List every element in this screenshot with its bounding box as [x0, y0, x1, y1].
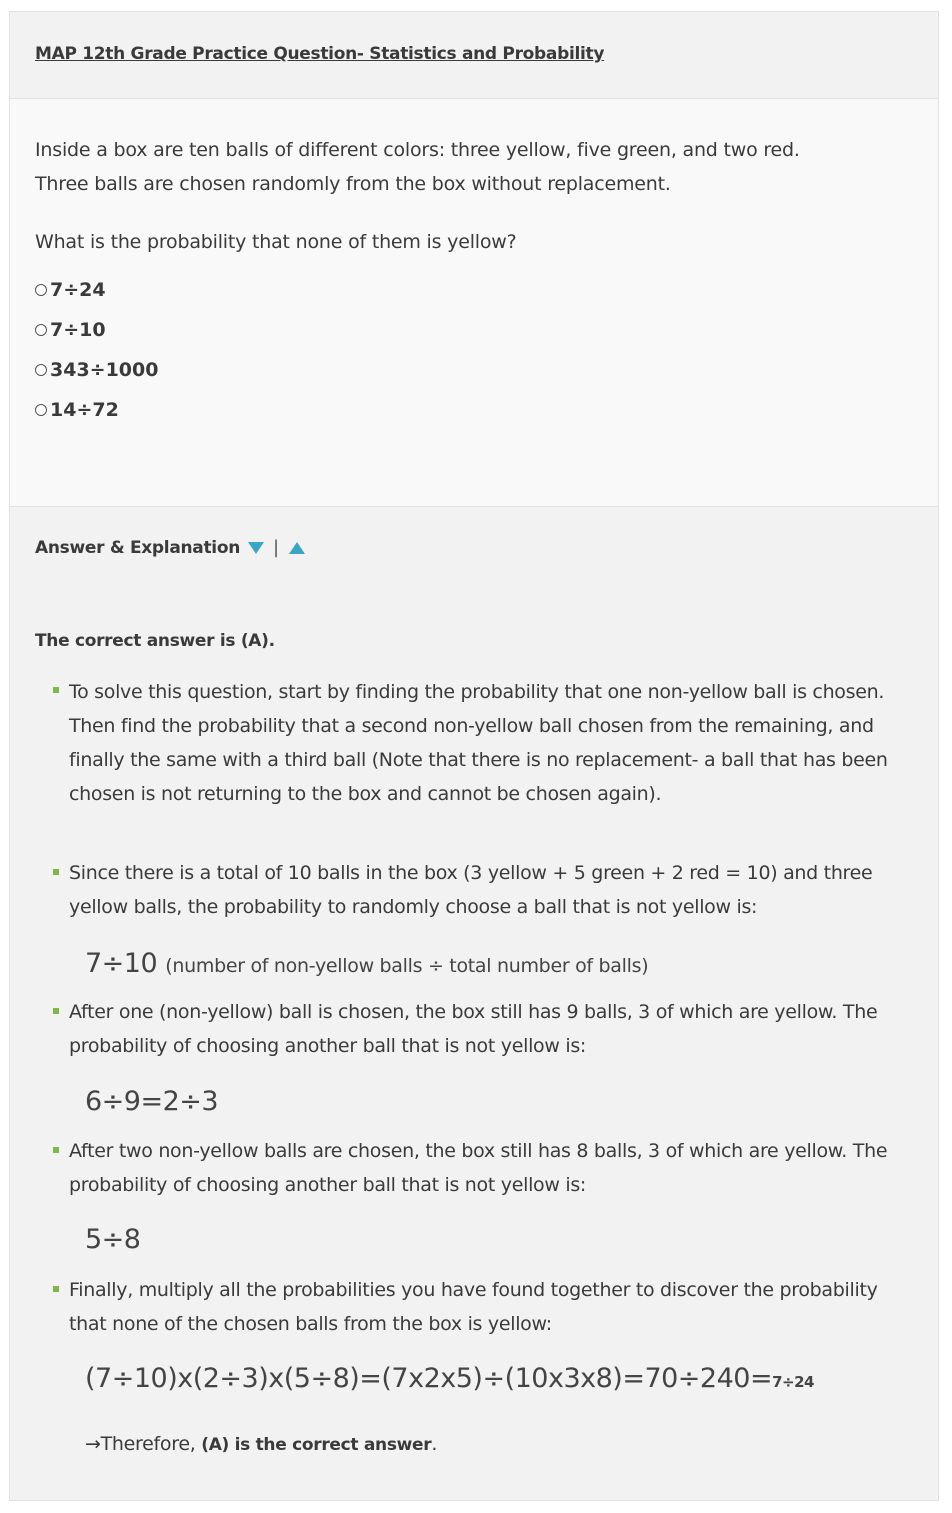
math-result: 7÷24 — [772, 1373, 814, 1391]
bullet-icon — [53, 1286, 59, 1292]
step-2-text: Since there is a total of 10 balls in the box (3 yellow + 5 green + 2 red = 10) and three yellow balls, the probability to randomly choose a ball that is not yellow is: — [69, 862, 873, 918]
bullet-icon — [53, 1147, 59, 1153]
step-1-text: To solve this question, start by finding the probability that one non-yellow ball is chosen. Then find the probability that a second non-yellow ball chosen from the remaining, and finally the same with a third ball (Note that there is no replacement- a ball that has been chosen is not returning to the box and cannot be chosen again). — [69, 681, 888, 805]
radio-button[interactable] — [35, 404, 47, 416]
math-note: (number of non-yellow balls ÷ total number of balls) — [165, 955, 649, 977]
answer-explanation-title: Answer & Explanation — [35, 537, 241, 558]
option-a[interactable] — [35, 279, 106, 301]
math-expression-2: 6÷9=2÷3 — [85, 1086, 219, 1117]
card-header — [10, 12, 938, 99]
bullet-icon — [53, 1008, 59, 1014]
bullet-icon — [53, 869, 59, 875]
question-line-1: Inside a box are ten balls of different colors: three yellow, five green, and two red. — [35, 139, 800, 161]
math-expression-1 — [85, 948, 648, 979]
radio-button[interactable] — [35, 324, 47, 336]
step-3-text: After one (non-yellow) ball is chosen, the box still has 9 balls, 3 of which are yellow. The probability of choosing another ball that is not yellow is: — [69, 1001, 878, 1057]
conclusion-prefix: →Therefore, — [85, 1433, 202, 1455]
math-product: (7÷10)x(2÷3)x(5÷8)=(7x2x5)÷(10x3x8)=70÷240= — [85, 1363, 773, 1394]
correct-answer-text: The correct answer is (A). — [35, 631, 275, 651]
step-5-text: Finally, multiply all the probabilities you have found together to discover the probability that none of the chosen balls from the box is yellow: — [69, 1279, 878, 1335]
math-fraction: 7÷10 — [85, 948, 158, 979]
radio-button[interactable] — [35, 364, 47, 376]
option-label: 7÷24 — [50, 279, 106, 301]
option-b[interactable] — [35, 319, 106, 341]
separator: | — [273, 537, 279, 558]
option-label: 14÷72 — [50, 399, 119, 421]
answer-explanation-header — [35, 537, 305, 558]
question-card — [9, 11, 939, 1501]
question-section — [10, 99, 938, 507]
conclusion-bold: (A) is the correct answer — [201, 1435, 432, 1455]
bullet-icon — [53, 687, 59, 693]
option-d[interactable] — [35, 399, 119, 421]
question-prompt: What is the probability that none of them is yellow? — [35, 231, 517, 253]
collapse-icon[interactable] — [289, 542, 305, 554]
math-expression-4 — [85, 1363, 814, 1394]
page-title[interactable]: MAP 12th Grade Practice Question- Statistics and Probability — [35, 44, 605, 64]
option-c[interactable] — [35, 359, 158, 381]
option-label: 343÷1000 — [50, 359, 159, 381]
question-line-2: Three balls are chosen randomly from the box without replacement. — [35, 173, 671, 195]
conclusion-text — [85, 1433, 437, 1455]
radio-button[interactable] — [35, 284, 47, 296]
math-expression-3: 5÷8 — [85, 1224, 141, 1255]
option-label: 7÷10 — [50, 319, 106, 341]
conclusion-suffix: . — [431, 1433, 438, 1455]
expand-icon[interactable] — [248, 542, 264, 554]
step-4-text: After two non-yellow balls are chosen, the box still has 8 balls, 3 of which are yellow. The probability of choosing another ball that is not yellow is: — [69, 1140, 888, 1196]
